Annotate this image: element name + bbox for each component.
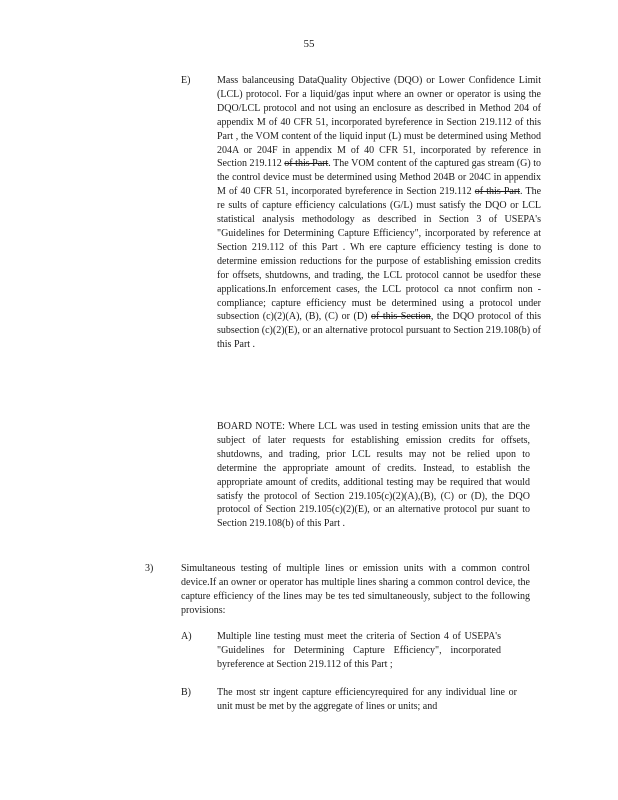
item-3-paragraph: Simultaneous testing of multiple lines or emission units with a common control device.If an owner or operator has multiple lines sharing a common control device, the capture efficiency of the lines may be tes ted simultaneously, subject to the following provisions: <box>181 563 530 616</box>
item-e-text-4: , the DQO protocol of this subsection (c)(2)(E), or an alternative protocol pursuant to Section 219.108(b) of this Part . <box>217 311 541 351</box>
item-3a-label: A) <box>181 631 192 642</box>
struck-text-3: of this Section <box>370 311 431 323</box>
item-e-text-3: . The re sults of capture efficiency calculations (G/L) must satisfy the DQO or LCL statistical analysis methodology as described in Section 3 of USEPA's "Guidelines for Determining Capture Efficiency", incorporated by reference at Section 219.112 of this Part . Wh ere capture efficiency testing is done to determine emission reductions for the purpose of establishing emission credits for offsets, shutdowns, and trading, the LCL protocol cannot be usedfor these applications.In enforcement cases, the LCL protocol ca nnot confirm non -compliance; capture efficiency must be determined using a protocol under subsection (c)(2)(A), (B), (C) or (D) <box>217 186 542 323</box>
item-e-text-2: . The VOM content of the captured gas stream (G) to the control device must be determined using Method 204B or 204C in appendix M of 40 CFR 51, incorporated byreference in Section 219.112 <box>217 158 542 198</box>
item-3-label: 3) <box>145 563 154 574</box>
item-e-text: Mass balanceusing DataQuality Objective (DQO) or Lower Confidence Limit (LCL) protocol. For a liquid/gas input where an owner or operator is using the DQO/LCL protocol and not using an enclosure as described in Method 204 of appendix M of 40 CFR 51, incorporated byreference in Section 219.112 of this Part , the VOM content of the liquid input (L) must be determined using Method 204A or 204F in appendix M of 40 CFR 51, incorporated by reference in Section 219.112 <box>217 75 541 170</box>
item-3b-label: B) <box>181 687 191 698</box>
item-3a-paragraph: Multiple line testing must meet the criteria of Section 4 of USEPA's "Guidelines for Determining Capture Efficiency", incorporated byreference at Section 219.112 of this Part ; <box>217 631 501 670</box>
struck-text: of this Part <box>284 158 329 170</box>
page-number: 55 <box>303 38 315 50</box>
struck-text-2: of this Part <box>474 186 520 198</box>
item-e-label: E) <box>181 75 191 86</box>
item-3b-paragraph: The most str ingent capture efficiencyrequired for any individual line or unit must be met by the aggregate of lines or units; and <box>217 687 517 712</box>
item-e-paragraph <box>217 74 541 352</box>
board-note: BOARD NOTE: Where LCL was used in testing emission units that are the subject of later requests for establishing emission credits for offsets, shutdowns, and trading, prior LCL results may not be relied upon to determine the appropriate amount of credits. Instead, to establish the appropriate amount of credits, additional testing may be required that would satisfy the protocol of Section 219.105(c)(2)(A),(B), (C) or (D), the DQO protocol of Section 219.105(c)(2)(E), or an alternative protocol pur suant to Section 219.108(b) of this Part . <box>217 421 530 530</box>
